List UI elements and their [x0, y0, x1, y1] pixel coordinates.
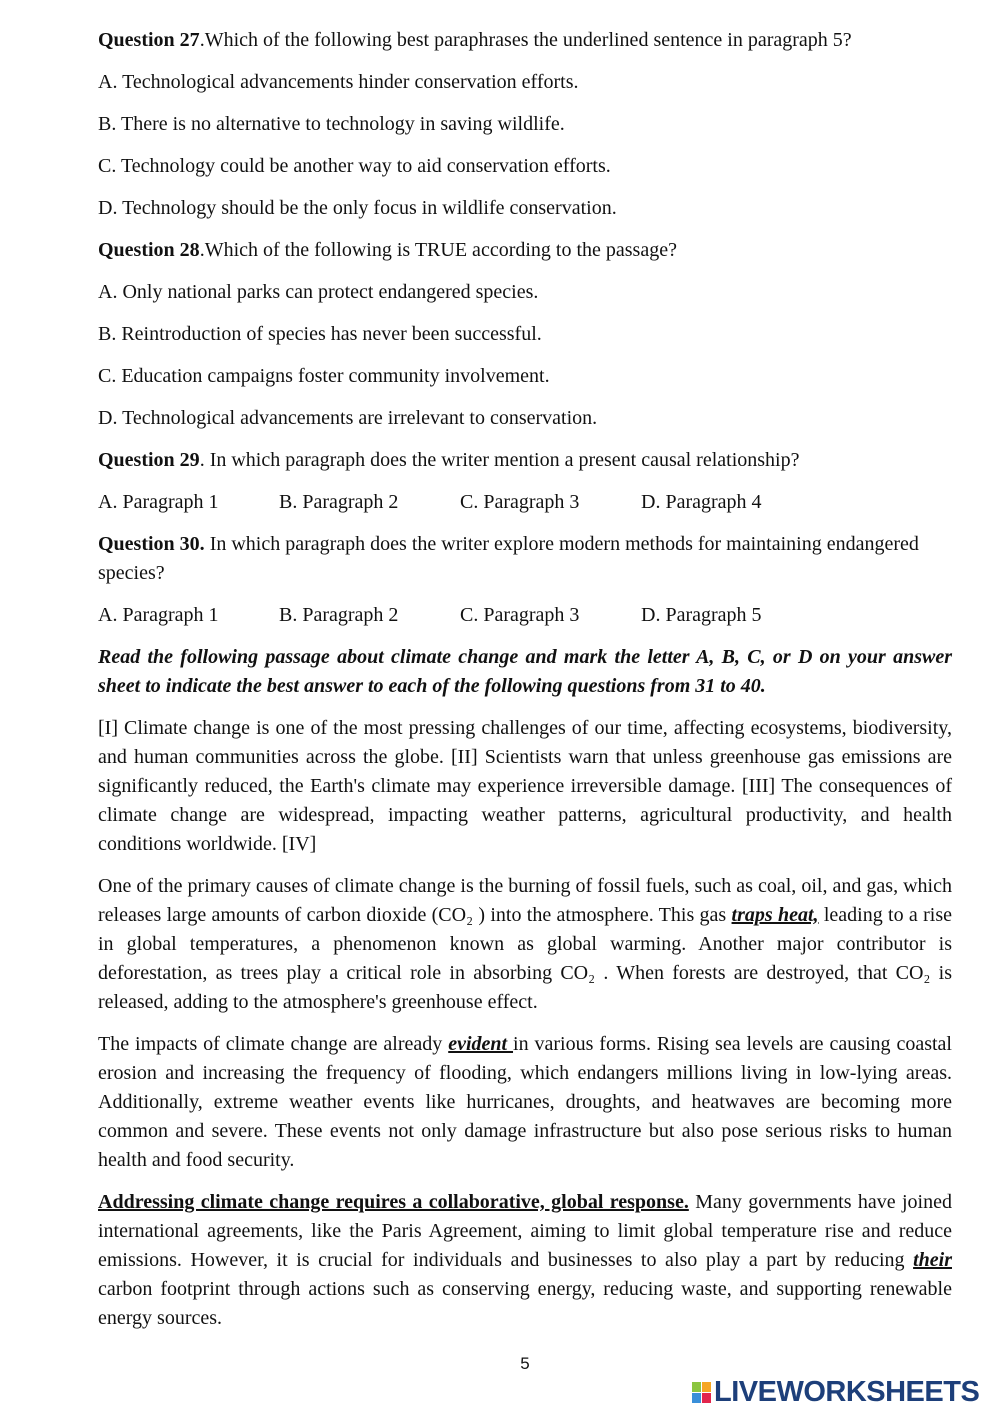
logo-text: LIVEWORKSHEETS: [714, 1376, 980, 1408]
option: B. There is no alternative to technology in saving wildlife.: [98, 113, 565, 135]
option: D. Paragraph 5: [641, 604, 762, 626]
underlined-word: their: [913, 1249, 952, 1271]
question-27: [98, 26, 952, 55]
instruction: Read the following passage about climate change and mark the letter A, B, C, or D on your answer sheet to indicate the best answer to each of the following questions from 31 to 40.: [98, 646, 952, 697]
option: A. Paragraph 1: [98, 491, 219, 513]
option: C. Education campaigns foster community involvement.: [98, 365, 550, 387]
document-page: [98, 26, 952, 1346]
logo-tiles-icon: [692, 1382, 711, 1403]
option: D. Technology should be the only focus in wildlife conservation.: [98, 197, 617, 219]
option: B. Paragraph 2: [279, 604, 399, 626]
passage-paragraph-2: [98, 872, 952, 1017]
question-stem: .Which of the following is TRUE according to the passage?: [199, 239, 677, 261]
option: C. Paragraph 3: [460, 604, 580, 626]
text: Many governments have joined international agreements, like the Paris Agreement, aiming to limit global temperature rise and reduce emissions. However, it is crucial for individuals and businesses to also play a part by reducing: [98, 1191, 952, 1271]
question-label: Question 27: [98, 29, 200, 51]
question-label: Question 28: [98, 239, 200, 261]
option: C. Paragraph 3: [460, 491, 580, 513]
question-stem: .Which of the following best paraphrases the underlined sentence in paragraph 5?: [199, 29, 852, 51]
text: in various forms. Rising sea levels are causing coastal erosion and increasing the frequency of flooding, which endangers millions living in low-lying areas. Additionally, extreme weather events like hurricanes, droughts, and heatwaves are becoming more common and severe. These events not only damage infrastructure but also pose serious risks to human health and food security.: [98, 1033, 952, 1171]
page-number: 5: [520, 1354, 530, 1373]
underlined-phrase: traps heat,: [731, 904, 819, 926]
question-28: [98, 236, 952, 265]
option: D. Technological advancements are irrelevant to conservation.: [98, 407, 598, 429]
options-row: [98, 601, 952, 630]
question-label: Question 30.: [98, 533, 205, 555]
underlined-word: evident: [448, 1033, 514, 1055]
text: leading to a rise in global temperatures, a phenomenon known as global warming. Another major contributor is deforestation, as trees play a critical role in absorbing CO₂ . When forests are destroyed, that CO₂ is released, adding to the atmosphere's greenhouse effect.: [98, 904, 952, 1013]
text: The impacts of climate change are already: [98, 1033, 449, 1055]
text: One of the primary causes of climate change is the burning of fossil fuels, such as coal, oil, and gas, which releases large amounts of carbon dioxide (CO₂ ) into the atmosphere. This gas: [98, 875, 952, 926]
passage-paragraph-3: [98, 1030, 952, 1175]
liveworksheets-logo: [692, 1376, 979, 1409]
passage-paragraph-4: [98, 1188, 952, 1333]
option: C. Technology could be another way to aid conservation efforts.: [98, 155, 611, 177]
option: A. Only national parks can protect endangered species.: [98, 281, 539, 303]
question-stem: In which paragraph does the writer explore modern methods for maintaining endangered species?: [98, 533, 919, 584]
option: A. Technological advancements hinder conservation efforts.: [98, 71, 579, 93]
question-29: [98, 446, 952, 475]
option: B. Reintroduction of species has never been successful.: [98, 323, 542, 345]
question-30: [98, 530, 952, 588]
options-row: [98, 488, 952, 517]
text: carbon footprint through actions such as conserving energy, reducing waste, and supporting renewable energy sources.: [98, 1278, 952, 1329]
question-stem: . In which paragraph does the writer mention a present causal relationship?: [199, 449, 800, 471]
option: B. Paragraph 2: [279, 491, 399, 513]
question-label: Question 29: [98, 449, 200, 471]
option: D. Paragraph 4: [641, 491, 762, 513]
passage-paragraph-1: [I] Climate change is one of the most pressing challenges of our time, affecting ecosystems, biodiversity, and human communities across the globe. [II] Scientists warn that unless greenhouse gas emissions are significantly reduced, the Earth's climate may experience irreversible damage. [III] The consequences of climate change are widespread, impacting weather patterns, agricultural productivity, and health conditions worldwide. [IV]: [98, 717, 952, 855]
option: A. Paragraph 1: [98, 604, 219, 626]
underlined-sentence: Addressing climate change requires a collaborative, global response.: [98, 1191, 689, 1213]
